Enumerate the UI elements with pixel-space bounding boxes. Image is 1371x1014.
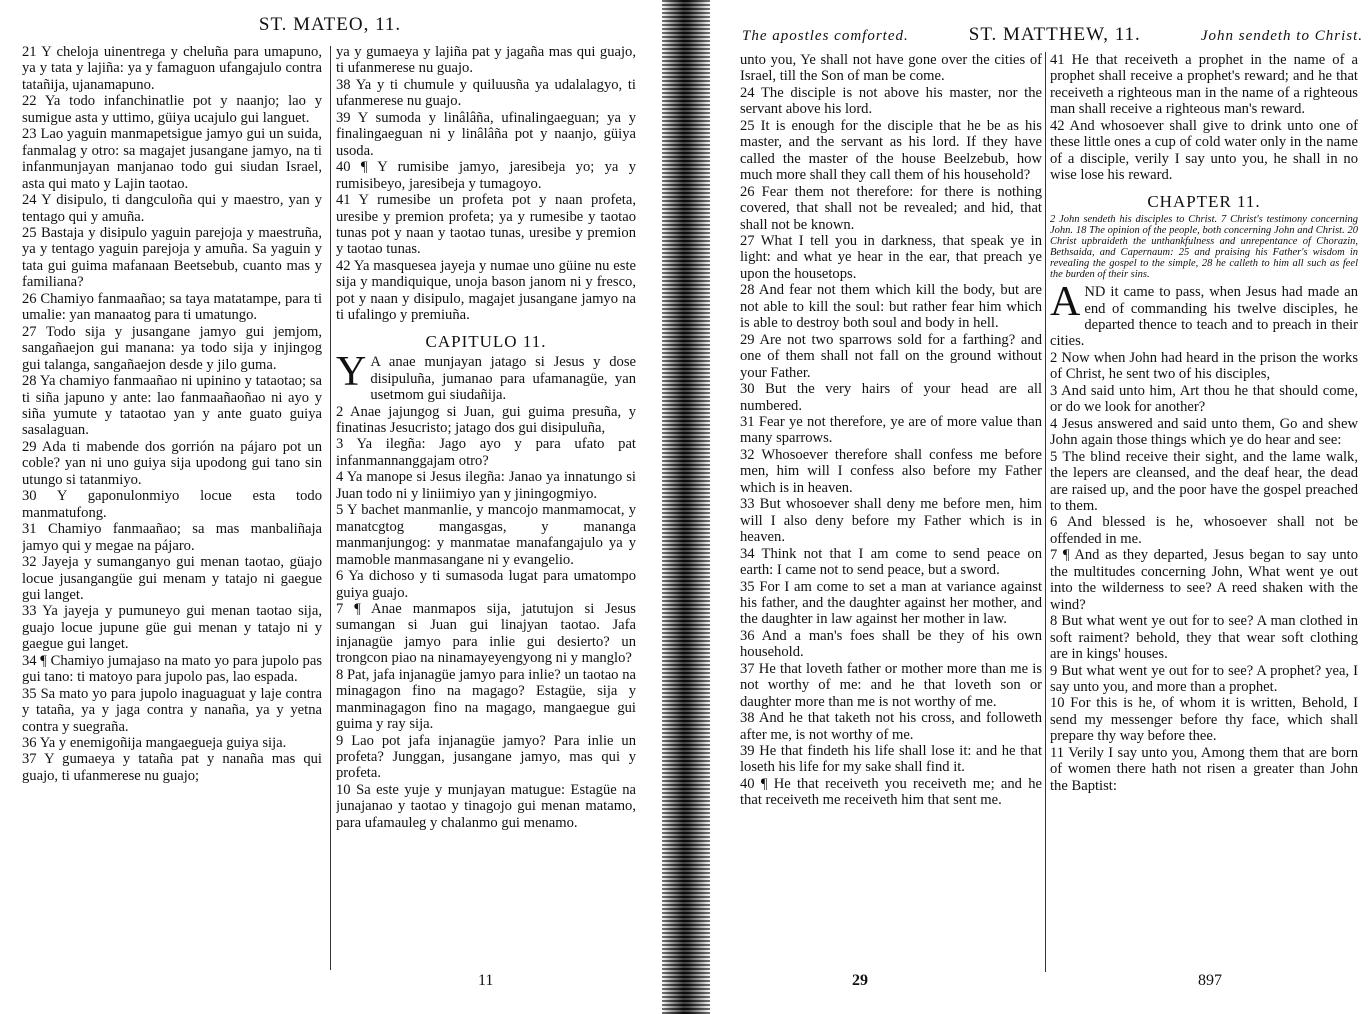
verse: 38 Ya y ti chumule y quiluusña ya udalalagyo, ti ufanmerese nu guajo.	[336, 76, 636, 110]
verse: 6 Ya dichoso y ti sumasoda lugat para umatompo guiya guajo.	[336, 568, 636, 601]
verse: ya y gumaeya y lajiña pat y jagaña mas qui guajo, ti ufanmerese nu guajo.	[336, 44, 636, 77]
verse: 34 Think not that I am come to send peace on earth: I came not to send peace, but a sword.	[740, 545, 1042, 579]
page-number: 11	[478, 972, 494, 989]
verse: 29 Ada ti mabende dos gorrión na pájaro pot un coble? yan ni uno guiya sija upodong gui tano sin utungo si tatanmiyo.	[22, 438, 322, 488]
verse: 41 He that receiveth a prophet in the name of a prophet shall receive a prophet's reward; and he that receiveth a righteous man in the name of a righteous man shall receive a righteous man's reward.	[1050, 52, 1358, 118]
verse: 30 Y gaponulonmiyo locue esta todo manmatufong.	[22, 488, 322, 521]
verse: 5 Y bachet manmanlie, y mancojo manmamocat, y manatcgtog mangasgas, y mananga manmanjungog: y manmatae manafangajulo ya y mamoble manmasangane ni y evangelio.	[336, 502, 636, 568]
verse: 26 Chamiyo fanmaañao; sa taya matatampe, para ti umalie: yan manaatog para ti umatungo.	[22, 290, 322, 324]
verse: 10 Sa este yuje y munjayan matugue: Estagüe na junajanao y taotao y tinagojo gui menan matamo, para ufamauleg y chalanmo gui menamo.	[336, 781, 636, 831]
verse: 29 Are not two sparrows sold for a farthing? and one of them shall not fall on the ground without your Father.	[740, 331, 1042, 381]
verse: 28 Ya chamiyo fanmaañao ni upinino y tataotao; sa ti siña japuno y ante: lao fanmaañaoñao ni ayo y siña yumute y tataotao yan y ante guato guiya sasalaguan.	[22, 373, 322, 439]
verse: 3 And said unto him, Art thou he that should come, or do we look for another?	[1050, 382, 1358, 416]
verse: 6 And blessed is he, whosoever shall not be offended in me.	[1050, 514, 1358, 547]
verse: unto you, Ye shall not have gone over the cities of Israel, till the Son of man be come.	[740, 52, 1042, 85]
right-column-2	[1050, 52, 1358, 982]
page-number: 897	[1198, 972, 1222, 989]
verse: 4 Jesus answered and said unto them, Go and shew John again those things which ye do hear and see:	[1050, 415, 1358, 449]
verse: 37 He that loveth father or mother more than me is not worthy of me: and he that loveth son or daughter more than me is not worthy of me.	[740, 660, 1042, 710]
running-head-title: ST. MATTHEW, 11.	[968, 24, 1141, 45]
verse: 21 Y cheloja uinentrega y cheluña para umapuno, ya y tata y lajiña: ya y famaguon ufangajulo contra tatañija, ujanamapuno.	[22, 44, 322, 93]
chapter-heading: CAPITULO 11.	[425, 331, 547, 351]
verse: 25 Bastaja y disipulo yaguin parejoja y maestruña, ya y tentago yaguin parejoja y amuña. Sa yaguin y tata gui guima mafanaan Beetsebub, cuanto mas y familiana?	[22, 224, 322, 291]
verse: 7 ¶ And as they departed, Jesus began to say unto the multitudes concerning John, What went ye out into the wilderness to see? A reed shaken with the wind?	[1050, 547, 1358, 613]
verse: 33 But whosoever shall deny me before men, him will I also deny before my Father which is in heaven.	[740, 496, 1042, 546]
verse: 35 For I am come to set a man at variance against his father, and the daughter against her mother, and the daughter in law against her mother in law.	[740, 578, 1042, 628]
verse: 9 But what went ye out for to see? A prophet? yea, I say unto you, and more than a prophet.	[1050, 662, 1358, 695]
verse: 26 Fear them not therefore: for there is nothing covered, that shall not be revealed; and hid, that shall not be known.	[740, 183, 1042, 233]
verse: 11 Verily I say unto you, Among them that are born of women there hath not risen a greater than John the Baptist:	[1050, 744, 1358, 794]
chapter-opening	[1050, 279, 1358, 350]
verse: 23 Lao yaguin manmapetsigue jamyo gui un suida, fanmalag y otro: sa magajet jusangane jamyo, na ti infanmunjayan manjanao todo gui siudan Israel, asta qui mato y Lajin taotao.	[22, 126, 322, 192]
verse: 39 He that findeth his life shall lose it: and he that loseth his life for my sake shall find it.	[740, 743, 1042, 776]
verse: 31 Fear ye not therefore, ye are of more value than many sparrows.	[740, 413, 1042, 447]
verse: 10 For this is he, of whom it is written, Behold, I send my messenger before thy face, which shall prepare thy way before thee.	[1050, 695, 1358, 745]
running-head-right: John sendeth to Christ.	[1200, 28, 1363, 44]
verse: 3 Ya ilegña: Jago ayo y para ufato pat infanmannanggajam otro?	[336, 436, 636, 469]
running-head-left: The apostles comforted.	[742, 28, 909, 44]
right-column-1	[740, 52, 1042, 982]
drop-cap: A	[1050, 279, 1081, 326]
verse: 37 Y gumaeya y tataña pat y nanaña mas qui guajo, ti ufanmerese nu guajo;	[22, 751, 322, 784]
verse: 34 ¶ Chamiyo jumajaso na mato yo para jupolo pas gui tano: ti matoyo para jupolo pas, lao espada.	[22, 652, 322, 686]
chapter-summary: 2 John sendeth his disciples to Christ. 7 Christ's testimony concerning John. 18 The opinion of the people, both concerning John and Christ. 20 Christ upbraideth the unthankfulness and unrepentance of Chorazin, Bethsaida, and Capernaum: 25 and praising his Father's wisdom in revealing the gospel to the simple, 28 he calleth to him all such as feel the burden of their sins.	[1050, 214, 1358, 281]
verse: 42 And whosoever shall give to drink unto one of these little ones a cup of cold water only in the name of a disciple, verily I say unto you, he shall in no wise lose his reward.	[1050, 117, 1358, 184]
verse: 5 The blind receive their sight, and the lame walk, the lepers are cleansed, and the deaf hear, the dead are raised up, and the poor have the gospel preached to them.	[1050, 448, 1358, 514]
verse: 40 ¶ He that receiveth you receiveth me; and he that receiveth me receiveth him that sent me.	[740, 775, 1042, 809]
left-column-2	[336, 44, 636, 974]
verse: 8 Pat, jafa injanagüe jamyo para inlie? un taotao na minagagon fino na magago? Estagüe, sija y manminagagon fino na magago, mangaegue gui guima y ray sija.	[336, 666, 636, 733]
verse: 41 Y rumesibe un profeta pot y naan profeta, uresibe y premion profeta; ya y rumesibe y taotao tunas pot y naan y taotao tunas, uresibe y premion y taotao tunas.	[336, 192, 636, 258]
page-header	[742, 24, 1363, 46]
column-divider	[330, 46, 331, 970]
verse: 32 Whosoever therefore shall confess me before men, him will I confess also before my Father which is in heaven.	[740, 446, 1042, 496]
verse: 32 Jayeja y sumanganyo gui menan taotao, güajo locue jusangangüe gui menam y tatajo ni gaegue gui langet.	[22, 554, 322, 603]
verse: 27 Todo sija y jusangane jamyo gui jemjom, sangañaejon gui manana: ya todo sija y injingog gui talanga, sangañaejon desde y jilo guma.	[22, 323, 322, 373]
verse: 28 And fear not them which kill the body, but are not able to kill the soul: but rather fear him which is able to destroy both soul and body in hell.	[740, 282, 1042, 332]
verse: 25 It is enough for the disciple that he be as his master, and the servant as his lord. If they have called the master of the house Beelzebub, how much more shall they call them of his household?	[740, 117, 1042, 184]
verse: 36 And a man's foes shall be they of his own household.	[740, 627, 1042, 661]
verse: 33 Ya jayeja y pumuneyo gui menan taotao sija, guajo locue jupune güe gui menan y tatajo ni y gaegue gui langet.	[22, 603, 322, 653]
chapter-opening	[336, 349, 636, 404]
verse: 39 Y sumoda y linâlâña, ufinalingaeguan; ya y finalingaeguan ni y linâlâña pot y naanjo, güiya usoda.	[336, 109, 636, 159]
verse: 42 Ya masquesea jayeja y numae uno güine nu este sija y mandiquique, unoja bason janom ni y fresco, pot y naan y disipulo, magajet jusangane jamyo na ti ufalingo y premiuña.	[336, 257, 636, 324]
verse: 8 But what went ye out for to see? A man clothed in soft raiment? behold, they that wear soft clothing are in kings' houses.	[1050, 613, 1358, 663]
left-page	[0, 0, 660, 1014]
verse: 2 Anae jajungog si Juan, gui guima presuña, y finatinas Jesucristo; jatago dos gui disipuluña,	[336, 403, 636, 436]
verse: 30 But the very hairs of your head are all numbered.	[740, 381, 1042, 414]
verse: 24 The disciple is not above his master, nor the servant above his lord.	[740, 84, 1042, 118]
verse: 31 Chamiyo fanmaañao; sa mas manbaliñaja jamyo qui y megae na pájaro.	[22, 521, 322, 554]
verse: 4 Ya manope si Jesus ilegña: Janao ya innatungo si Juan todo ni y liniimiyo yan y jiningogmiyo.	[336, 469, 636, 502]
chapter-heading: CHAPTER 11.	[1147, 191, 1261, 211]
verse: 7 ¶ Anae manmapos sija, jatutujon si Jesus sumangan si Juan gui linajyan taotao. Jafa injanagüe jamyo para inlie gui desierto? un trongcon piao na ninamayeyengyong ni y manglo?	[336, 600, 636, 667]
drop-cap: Y	[336, 349, 367, 396]
verse: 24 Y disipulo, ti dangculoña qui y maestro, yan y tentago qui y amuña.	[22, 192, 322, 225]
page-header: ST. MATEO, 11.	[258, 14, 402, 35]
right-page	[712, 0, 1371, 1014]
column-divider	[1045, 52, 1046, 972]
verse: 9 Lao pot jafa injanagüe jamyo? Para inlie un profeta? Junggan, jusangane jamyo, mas qui y profeta.	[336, 732, 636, 782]
book-gutter	[662, 0, 710, 1014]
verse: 22 Ya todo infanchinatlie pot y naanjo; lao y sumigue asta y uttimo, güiya ucajulo gui languet.	[22, 93, 322, 126]
page-number-secondary: 29	[852, 972, 868, 989]
verse: 27 What I tell you in darkness, that speak ye in light: and what ye hear in the ear, that preach ye upon the housetops.	[740, 232, 1042, 282]
verse: 2 Now when John had heard in the prison the works of Christ, he sent two of his disciples,	[1050, 349, 1358, 383]
verse-text: ND it came to pass, when Jesus had made an end of commanding his twelve disciples, he departed thence to teach and to preach in their cities.	[1050, 284, 1358, 350]
left-column-1	[22, 44, 322, 974]
verse: 40 ¶ Y rumisibe jamyo, jaresibeja yo; ya y rumisibeyo, jaresibeja y tumagoyo.	[336, 159, 636, 192]
verse-text: A anae munjayan jatago si Jesus y dose disipuluña, jumanao para ufamanagüe, yan usetmom gui siudañija.	[370, 354, 636, 404]
verse: 36 Ya y enemigoñija mangaegueja guiya sija.	[22, 735, 287, 752]
verse: 38 And he that taketh not his cross, and followeth after me, is not worthy of me.	[740, 710, 1042, 743]
verse: 35 Sa mato yo para jupolo inaguaguat y laje contra y tataña, ya y jaga contra y nanaña, ya y yetna contra y suegraña.	[22, 685, 322, 735]
